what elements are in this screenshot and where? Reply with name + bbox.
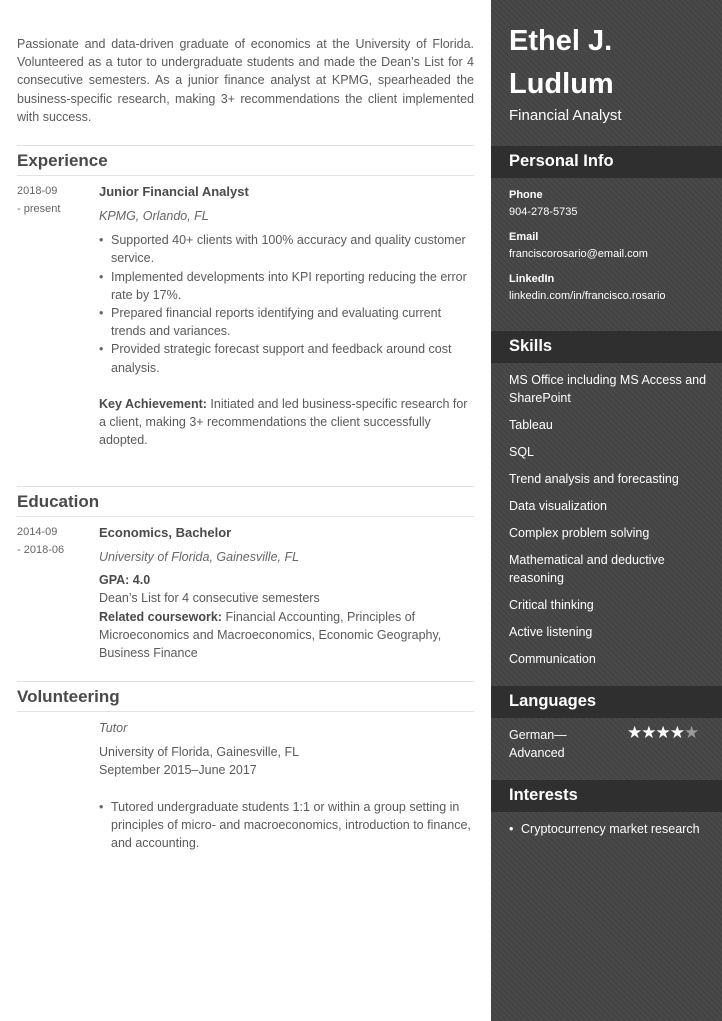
candidate-name-line1: Ethel J. <box>509 25 613 57</box>
interests-heading: Interests <box>509 786 578 804</box>
volunteering-section-header <box>17 681 474 712</box>
volunteering-bullet-list <box>99 798 474 853</box>
key-achievement <box>99 395 474 450</box>
skill-item: Active listening <box>509 625 593 640</box>
candidate-name-line2: Ludlum <box>509 68 614 100</box>
education-date-start: 2014-09 <box>17 526 58 538</box>
skill-item: Tableau <box>509 418 553 433</box>
education-section-header <box>17 486 474 517</box>
personal-info-heading: Personal Info <box>509 152 614 170</box>
star-filled-icon: ★ <box>669 723 684 742</box>
experience-bullet: • Supported 40+ clients with 100% accuracy and quality customer service. <box>99 231 474 267</box>
star-empty-icon: ★ <box>684 723 699 742</box>
volunteering-entry <box>99 719 474 852</box>
skills-band <box>491 331 722 363</box>
key-achievement-text: Initiated and led business-specific research for a client, making 3+ recommendations the client successfully adopted. <box>99 396 468 448</box>
volunteering-role: Tutor <box>99 721 128 735</box>
email-value: franciscorosario@email.com <box>509 248 648 260</box>
phone-value: 904-278-5735 <box>509 206 578 218</box>
volunteering-org: University of Florida, Gainesville, FL <box>99 745 300 760</box>
skill-item: Communication <box>509 652 596 667</box>
languages-heading: Languages <box>509 692 597 710</box>
skill-item: Trend analysis and forecasting <box>509 472 679 487</box>
linkedin-label: LinkedIn <box>509 273 555 285</box>
interests-list <box>509 820 700 838</box>
phone-label: Phone <box>509 189 543 201</box>
experience-dates <box>17 182 60 218</box>
education-gpa: GPA: 4.0 <box>99 573 151 588</box>
skill-item: SQL <box>509 445 535 460</box>
sidebar <box>491 0 722 1021</box>
linkedin-value: linkedin.com/in/francisco.rosario <box>509 290 666 302</box>
skill-item: Data visualization <box>509 499 607 514</box>
experience-date-start: 2018-09 <box>17 185 58 197</box>
experience-section-header <box>17 145 474 176</box>
experience-org: KPMG, Orlando, FL <box>99 209 209 223</box>
personal-info-band <box>491 146 722 178</box>
experience-bullet: • Implemented developments into KPI reporting reducing the error rate by 17%. <box>99 268 474 304</box>
skill-item: Mathematical and deductive reasoning <box>509 553 665 586</box>
experience-heading: Experience <box>17 151 108 170</box>
education-heading: Education <box>17 492 100 511</box>
education-dates <box>17 523 64 559</box>
candidate-job-title: Financial Analyst <box>509 107 622 124</box>
interests-band <box>491 780 722 812</box>
language-name: German—Advanced <box>509 728 567 761</box>
star-filled-icon: ★ <box>627 723 642 742</box>
skill-item: Critical thinking <box>509 598 594 613</box>
language-rating-stars <box>627 723 698 743</box>
experience-bullet-list <box>99 231 474 377</box>
skills-list <box>509 371 709 677</box>
interest-item: • Cryptocurrency market research <box>509 820 700 838</box>
experience-date-end: - present <box>17 203 61 215</box>
languages-band <box>491 686 722 718</box>
summary-paragraph: Passionate and data-driven graduate of economics at the University of Florida. Volunteered as a tutor to undergraduate students and made the Dean’s List for 4 consecutive semesters. As a junior finance analyst at KPMG, spearheaded the business-specific research, making 3+ recommendations the client implemented with success. <box>17 37 474 124</box>
experience-entry <box>99 183 474 449</box>
education-deans-list: Dean’s List for 4 consecutive semesters <box>99 591 320 606</box>
star-filled-icon: ★ <box>655 723 670 742</box>
volunteering-heading: Volunteering <box>17 687 120 706</box>
coursework-text: Financial Accounting, Principles of Microeconomics and Macroeconomics, Economic Geography, Business Finance <box>99 609 442 661</box>
skills-heading: Skills <box>509 337 553 355</box>
experience-bullet: • Prepared financial reports identifying and evaluating current trends and variances. <box>99 304 474 340</box>
skill-item: Complex problem solving <box>509 526 650 541</box>
education-degree: Economics, Bachelor <box>99 525 232 540</box>
coursework-label: Related coursework: <box>99 609 222 624</box>
skill-item: MS Office including MS Access and SharePoint <box>509 373 707 406</box>
education-entry <box>99 524 474 662</box>
key-achievement-label: Key Achievement: <box>99 396 207 411</box>
volunteering-period: September 2015–June 2017 <box>99 763 257 778</box>
education-coursework <box>99 608 474 663</box>
education-org: University of Florida, Gainesville, FL <box>99 550 300 564</box>
candidate-name <box>509 20 614 106</box>
star-filled-icon: ★ <box>641 723 656 742</box>
experience-job-title: Junior Financial Analyst <box>99 184 249 199</box>
education-date-end: - 2018-06 <box>17 544 65 556</box>
volunteering-bullet: • Tutored undergraduate students 1:1 or within a group setting in principles of micro- and macroeconomics, introduction to finance, and accounting. <box>99 798 474 853</box>
email-label: Email <box>509 231 539 243</box>
experience-bullet: • Provided strategic forecast support and feedback around cost analysis. <box>99 340 474 376</box>
